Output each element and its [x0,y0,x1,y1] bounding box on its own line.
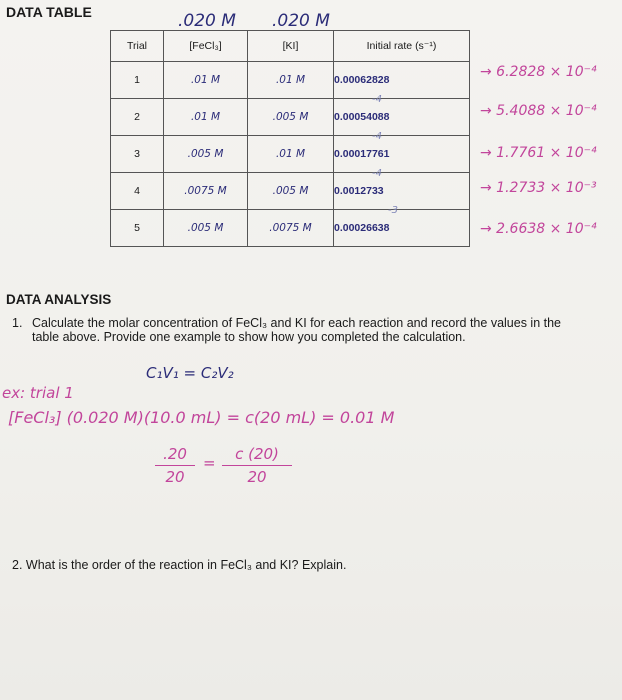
table-row [111,210,470,247]
question-2: 2. What is the order of the reaction in FeCl₃ and KI? Explain. [12,558,347,572]
rate-note: -4 [372,131,382,142]
header-fecl3: [FeCl₃] [164,31,248,62]
fecl3-stock-concentration: .020 M [178,11,236,31]
fraction-left-numerator: .20 [163,445,187,463]
scientific-notation-note: → 5.4088 × 10⁻⁴ [480,103,597,119]
data-analysis-heading: DATA ANALYSIS [6,292,112,307]
fecl3-value: .0075 M [164,173,248,210]
question-1-number: 1. [12,316,23,330]
fecl3-value: .01 M [164,62,248,99]
fraction-left-bar [155,465,195,466]
table-row [111,99,470,136]
ki-value: .01 M [248,62,334,99]
ki-value: .0075 M [248,210,334,247]
header-trial: Trial [111,31,164,62]
data-table-title: DATA TABLE [6,4,92,20]
table-row [111,136,470,173]
ki-value: .005 M [248,173,334,210]
scientific-notation-note: → 6.2828 × 10⁻⁴ [480,64,597,80]
trial-number: 5 [111,210,164,247]
ki-value: .01 M [248,136,334,173]
scientific-notation-note: → 1.7761 × 10⁻⁴ [480,145,597,161]
rate-value: 0.00054088 [334,99,470,136]
dilution-formula: C₁V₁ = C₂V₂ [146,364,234,382]
example-calculation: [FeCl₃] (0.020 M)(10.0 mL) = c(20 mL) = 0.01 M [8,408,395,427]
scientific-notation-note: → 2.6638 × 10⁻⁴ [480,221,597,237]
rate-value: 0.00017761 [334,136,470,173]
fecl3-value: .01 M [164,99,248,136]
header-initial-rate: Initial rate (s⁻¹) [334,31,470,62]
rate-note: -4 [372,94,382,105]
table-row [111,62,470,99]
fecl3-value: .005 M [164,210,248,247]
trial-number: 4 [111,173,164,210]
table-header-row [111,31,470,62]
fraction-right-denominator: 20 [247,468,267,486]
trial-number: 3 [111,136,164,173]
trial-number: 2 [111,99,164,136]
header-ki: [KI] [248,31,334,62]
ki-stock-concentration: .020 M [272,11,330,31]
data-table [110,30,470,247]
rate-value: 0.0012733 [334,173,470,210]
rate-note: -3 [388,205,398,216]
rate-value: 0.00026638 [334,210,470,247]
question-1-text: Calculate the molar concentration of FeCl₃ and KI for each reaction and record the values in the table above. Provide one example to show how you completed the calculation. [32,316,561,344]
fecl3-value: .005 M [164,136,248,173]
table-row [111,173,470,210]
fraction-equals: = [203,454,216,472]
rate-value: 0.00062828 [334,62,470,99]
fraction-left-denominator: 20 [165,468,185,486]
trial-number: 1 [111,62,164,99]
rate-note: -4 [372,168,382,179]
fraction-right-bar [222,465,292,466]
ki-value: .005 M [248,99,334,136]
scientific-notation-note: → 1.2733 × 10⁻³ [480,180,597,196]
example-label: ex: trial 1 [2,384,74,402]
fraction-right-numerator: c (20) [235,445,279,463]
